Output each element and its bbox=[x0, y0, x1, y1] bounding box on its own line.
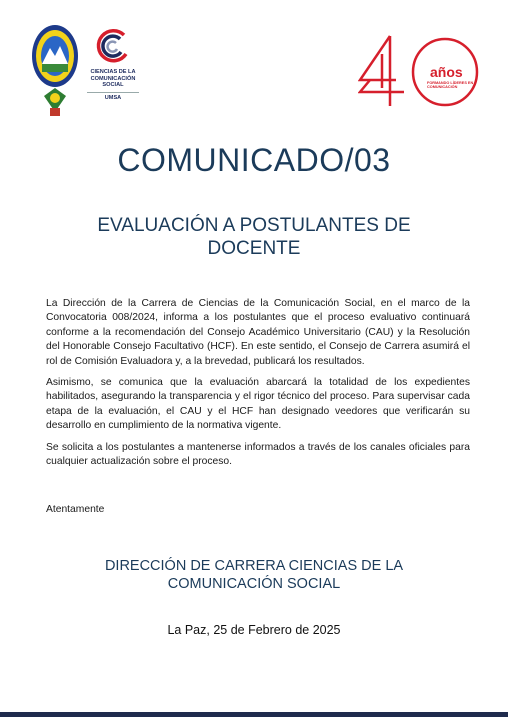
c-mark-icon bbox=[93, 26, 133, 66]
anniversary-40-logo bbox=[358, 34, 483, 110]
paragraph: La Dirección de la Carrera de Ciencias de la Comunicación Social, en el marco de la Convocatoria 008/2024, informa a los postulantes que el proceso evaluativo continuará conforme a la recomendación del Consejo Académico Universitario (CAU) y la Resolución del Honorable Consejo Facultativo (HCF). En este sentido, el Consejo de Carrera asumirá el rol de Comisión Evaluadora y, a la brevedad, publicará los resultados. bbox=[46, 298, 470, 367]
communication-program-logo bbox=[84, 26, 142, 101]
closing-salutation: Atentamente bbox=[46, 504, 105, 515]
document-subtitle: EVALUACIÓN A POSTULANTES DE DOCENTE bbox=[97, 215, 411, 259]
document-date: La Paz, 25 de Febrero de 2025 bbox=[167, 623, 341, 637]
paragraph: Asimismo, se comunica que la evaluación abarcará la totalidad de los expedientes habilitados, asegurando la transparencia y el rigor técnico del proceso. Para supervisar cada etapa de la evaluación, el CAU y el HCF han designado veedores que verificarán su desarrollo en cumplimiento de la normativa vigente. bbox=[46, 377, 470, 432]
footer-bar bbox=[0, 712, 508, 717]
signature-line: COMUNICACIÓN SOCIAL bbox=[167, 576, 341, 592]
logo-divider bbox=[87, 92, 139, 93]
document-body bbox=[46, 297, 470, 476]
program-name: CIENCIAS DE LA COMUNICACIÓN SOCIAL bbox=[90, 69, 136, 88]
anniversary-years: años bbox=[430, 64, 463, 80]
university-seal-logo bbox=[30, 22, 80, 118]
institution-name: UMSA bbox=[104, 94, 122, 101]
letterhead bbox=[0, 0, 508, 125]
paragraph: Se solicita a los postulantes a mantenerse informados a través de los canales oficiales para cualquier actualización sobre el proceso. bbox=[46, 441, 470, 468]
signature-block bbox=[60, 557, 448, 593]
document-title: COMUNICADO/03 bbox=[117, 142, 391, 178]
anniversary-tagline: FORMANDO LÍDERES EN COMUNICACIÓN bbox=[427, 81, 474, 90]
signature-line: DIRECCIÓN DE CARRERA CIENCIAS DE LA bbox=[104, 558, 404, 574]
